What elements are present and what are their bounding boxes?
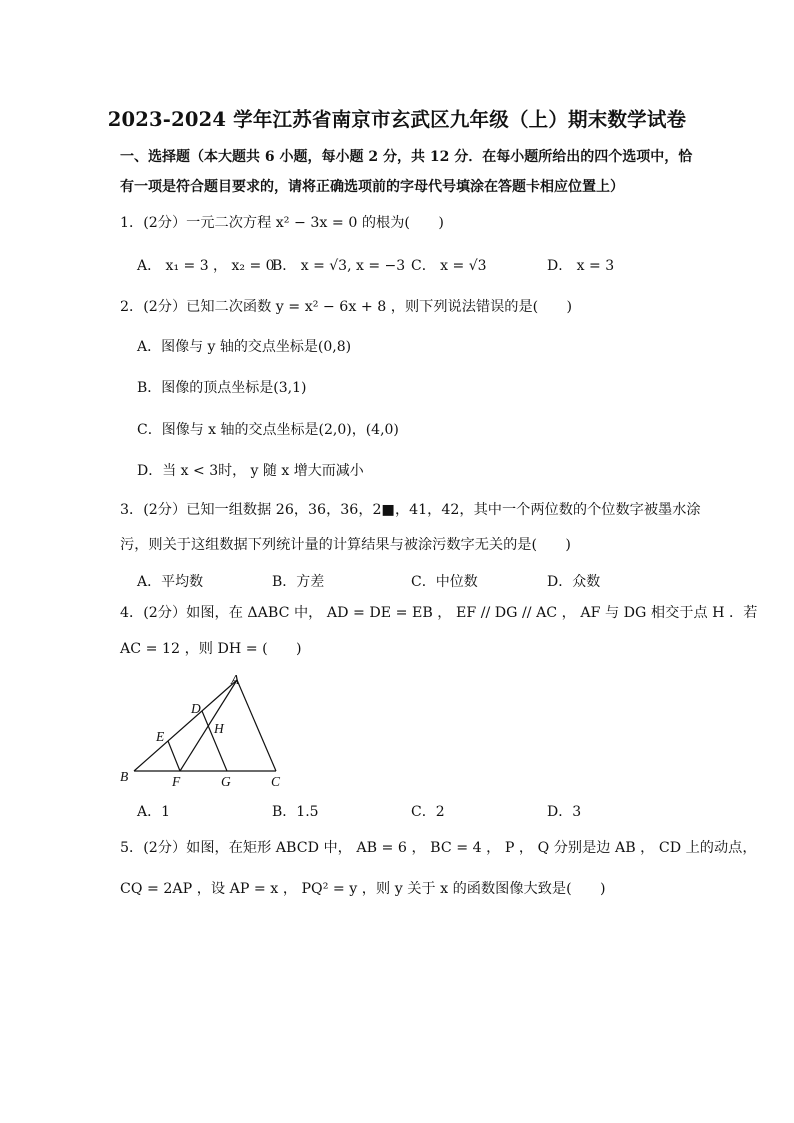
label-a: A xyxy=(231,672,240,687)
q5-stem-line1: 5．(2分）如图，在矩形 ABCD 中， AB = 6 ， BC = 4 ， P ， Q 分别是边 AB ， CD 上的动点， xyxy=(120,840,757,856)
q4-stem-line2: AC = 12 ，则 DH = ( ) xyxy=(120,641,302,657)
segment-ac xyxy=(237,680,276,771)
segment-ef xyxy=(168,741,180,771)
label-f: F xyxy=(172,774,181,789)
segment-dg xyxy=(202,711,227,771)
q1-option-b: B． x = √3, x = −3 xyxy=(272,258,406,274)
q3-stem-line1: 3．(2分）已知一组数据 26，36，36，2■，41，42，其中一个两位数的个位数字被墨水涂 xyxy=(120,502,701,518)
label-h: H xyxy=(214,721,224,736)
q5-stem-line2: CQ = 2AP ，设 AP = x ， PQ² = y ，则 y 关于 x 的函数图像大致是( ) xyxy=(120,881,606,897)
q4-option-c: C．2 xyxy=(411,804,445,820)
q3-option-b: B．方差 xyxy=(272,574,325,590)
label-d: D xyxy=(191,701,201,716)
q2-option-b: B．图像的顶点坐标是(3,1) xyxy=(137,380,307,396)
q1-option-c: C． x = √3 xyxy=(411,258,487,274)
q4-triangle-figure xyxy=(110,668,310,794)
q2-option-c: C．图像与 x 轴的交点坐标是(2,0)，(4,0) xyxy=(137,422,399,438)
q1-option-a: A． x₁ = 3 ， x₂ = 0 xyxy=(137,258,275,274)
q2-stem: 2．(2分）已知二次函数 y = x² − 6x + 8 ，则下列说法错误的是( ) xyxy=(120,299,573,315)
q3-option-d: D．众数 xyxy=(547,574,601,590)
label-e: E xyxy=(156,729,165,744)
q4-figure-lines xyxy=(134,680,276,771)
q2-option-d: D．当 x < 3时， y 随 x 增大而减小 xyxy=(137,463,364,479)
section-heading-line2: 有一项是符合题目要求的，请将正确选项前的字母代号填涂在答题卡相应位置上） xyxy=(120,179,624,195)
q3-option-c: C．中位数 xyxy=(411,574,478,590)
q4-stem-line1: 4．(2分）如图，在 ΔABC 中， AD = DE = EB ， EF // DG // AC ， AF 与 DG 相交于点 H ．若 xyxy=(120,605,758,621)
q3-stem-line2: 污，则关于这组数据下列统计量的计算结果与被涂污数字无关的是( ) xyxy=(120,537,571,553)
label-g: G xyxy=(221,774,231,789)
q4-option-d: D．3 xyxy=(547,804,582,820)
q2-option-a: A．图像与 y 轴的交点坐标是(0,8) xyxy=(137,339,352,355)
q1-option-d: D． x = 3 xyxy=(547,258,615,274)
segment-af xyxy=(180,680,237,771)
label-b: B xyxy=(120,769,129,784)
q3-option-a: A．平均数 xyxy=(137,574,204,590)
q4-option-b: B．1.5 xyxy=(272,804,319,820)
page-title: 2023-2024 学年江苏省南京市玄武区九年级（上）期末数学试卷 xyxy=(107,108,687,131)
q4-option-a: A．1 xyxy=(137,804,171,820)
section-heading-line1: 一、选择题（本大题共 6 小题，每小题 2 分，共 12 分．在每小题所给出的四个选项中，恰 xyxy=(120,149,693,165)
label-c: C xyxy=(271,774,281,789)
q1-stem: 1．(2分）一元二次方程 x² − 3x = 0 的根为( ) xyxy=(120,215,444,231)
